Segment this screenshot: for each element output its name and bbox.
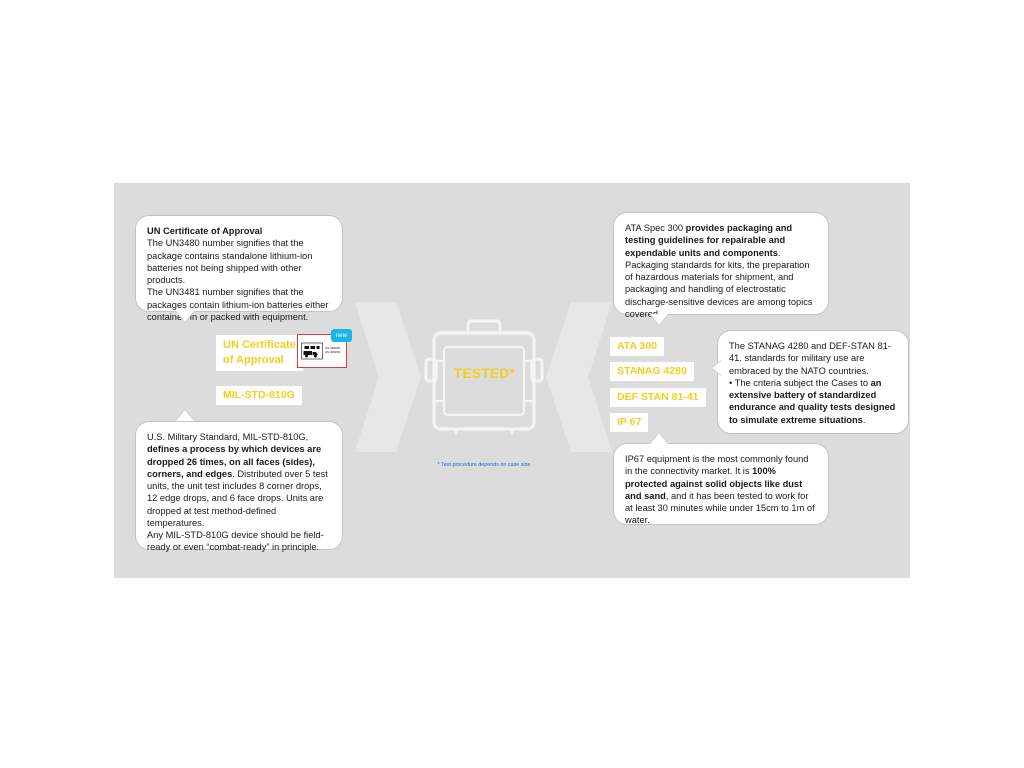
callout-stanag-part3: . xyxy=(862,414,866,425)
tag-mil-std-810g[interactable]: MIL-STD-810G xyxy=(216,386,302,405)
tag-ip-67[interactable]: IP 67 xyxy=(610,413,648,432)
callout-stanag-defstan xyxy=(717,330,909,434)
un-card-line2: UN 3090/91 xyxy=(325,350,341,354)
callout-un-title: UN Certificate of Approval xyxy=(147,226,263,236)
callout-ata-bold1: provides packaging and testing guidelines for repairable and expendable units and components xyxy=(625,223,793,258)
tag-un-certificate[interactable] xyxy=(216,335,303,371)
callout-stanag-part2: • The criteria subject the Cases to xyxy=(729,377,871,388)
tag-stanag-4280[interactable]: STANAG 4280 xyxy=(610,362,694,381)
battery-truck-icon xyxy=(301,342,323,360)
callout-stanag-tail xyxy=(712,360,722,376)
callout-mil-part3: Any MIL-STD-810G device should be field-ready or even “combat-ready” in principle. xyxy=(147,530,324,553)
tag-def-stan-81-41[interactable]: DEF STAN 81-41 xyxy=(610,388,706,407)
callout-ata-part2: . Packaging standards for kits, the preparation of hazardous materials for shipment, and packaging and handling of electrostatic discharge-sensitive devices are among topics covered. xyxy=(625,247,813,319)
callout-mil-bold1: defines a process by which devices are dropped 26 times, on all faces (sides), corners, and edges xyxy=(147,444,322,479)
callout-un-body1: The UN3480 number signifies that the package contains standalone lithium-ion batteries not being shipped with other products. xyxy=(147,238,313,286)
callout-un-certificate xyxy=(135,215,343,322)
callout-stanag-bold1: an extensive battery of standardized endurance and quality tests designed to simulate extreme situations xyxy=(729,377,896,425)
callout-mil-tail xyxy=(176,410,194,421)
callout-un-tail xyxy=(176,311,194,322)
tag-un-line1: UN Certificate xyxy=(223,339,296,351)
callout-ip67-tail xyxy=(650,433,668,444)
tested-label: TESTED* xyxy=(453,366,516,381)
callout-un-body2: The UN3481 number signifies that the packages contain lithium-ion batteries either contained in or packed with equipment. xyxy=(147,287,329,322)
callout-ata-spec-300 xyxy=(613,212,829,319)
callout-mil-std xyxy=(135,421,343,553)
callout-ip67-part2: , and it has been tested to work for at least 30 minutes while under 15cm to 1m of water. xyxy=(625,490,815,526)
callout-ip67-part1: IP67 equipment is the most commonly found in the connectivity market. It is xyxy=(625,454,809,477)
callout-mil-part1: U.S. Military Standard, MIL-STD-810G, xyxy=(147,432,309,442)
test-footnote: * Test procedure depends on case size xyxy=(437,462,531,468)
callout-ip67-body xyxy=(625,453,817,527)
tag-ata-300[interactable]: ATA 300 xyxy=(610,337,664,356)
callout-mil-body xyxy=(147,431,331,529)
tag-un-line2: of Approval xyxy=(223,353,284,366)
callout-ata-body xyxy=(625,222,817,320)
callout-ip67 xyxy=(613,443,829,525)
callout-ata-part1: ATA Spec 300 xyxy=(625,223,686,233)
un-card-text xyxy=(325,347,340,354)
callout-ata-tail xyxy=(650,314,668,325)
new-badge: new xyxy=(331,329,352,342)
callout-ip67-bold1: 100% protected against solid objects like dust and sand xyxy=(625,466,803,501)
callout-mil-part2: . Distributed over 5 test units, the unit test includes 8 corner drops, 12 edge drops, and 6 face drops. Units are dropped at test method-defined temperatures. xyxy=(147,468,328,528)
un-card-line1: UN 3480/81 xyxy=(325,346,341,351)
callout-stanag-body2 xyxy=(729,377,897,426)
callout-stanag-part1: The STANAG 4280 and DEF-STAN 81-41. standards for military use are embraced by the NATO countries. xyxy=(729,341,891,376)
